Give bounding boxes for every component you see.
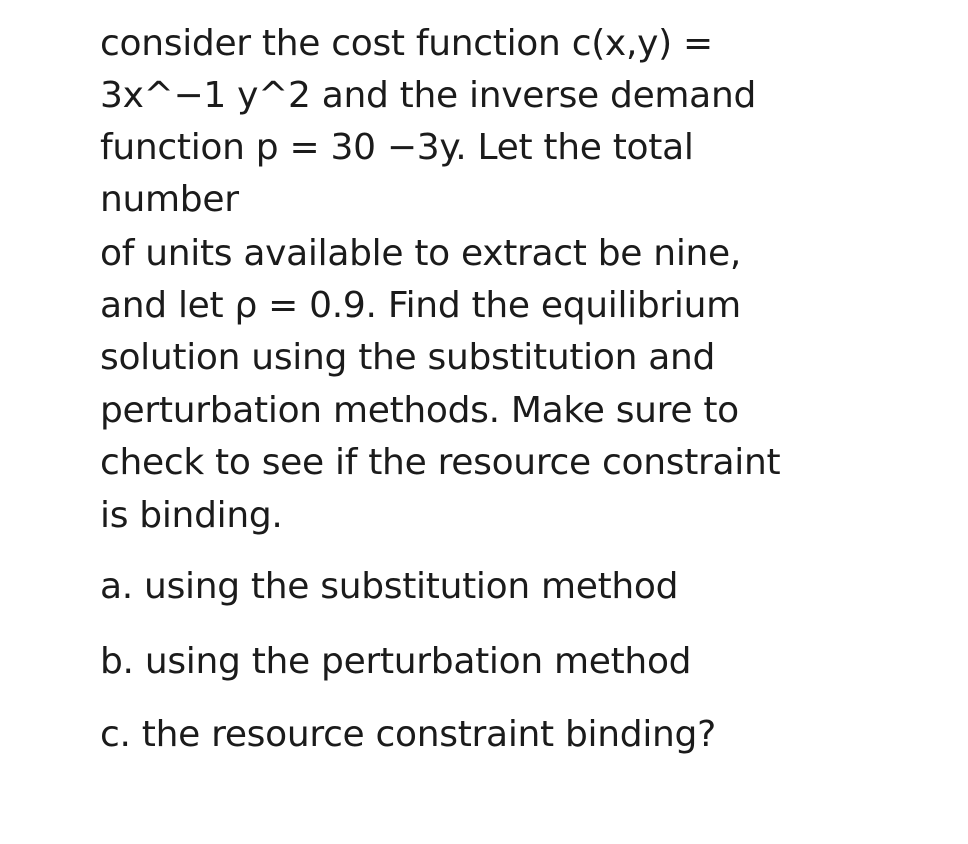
part-c: c. the resource constraint binding? [100, 714, 716, 755]
problem-line-2: 3x^−1 y^2 and the inverse demand [100, 75, 757, 116]
problem-line-10: is binding. [100, 495, 283, 536]
problem-line-4: number [100, 179, 239, 220]
problem-line-9: check to see if the resource constraint [100, 442, 781, 483]
problem-line-1: consider the cost function c(x,y) = [100, 23, 713, 64]
part-a: a. using the substitution method [100, 566, 679, 607]
problem-line-6: and let ρ = 0.9. Find the equilibrium [100, 285, 741, 326]
problem-line-7: solution using the substitution and [100, 337, 716, 378]
problem-line-5: of units available to extract be nine, [100, 233, 742, 274]
part-b: b. using the perturbation method [100, 641, 692, 682]
problem-line-8: perturbation methods. Make sure to [100, 390, 739, 431]
problem-line-3: function p = 30 −3y. Let the total [100, 127, 694, 168]
